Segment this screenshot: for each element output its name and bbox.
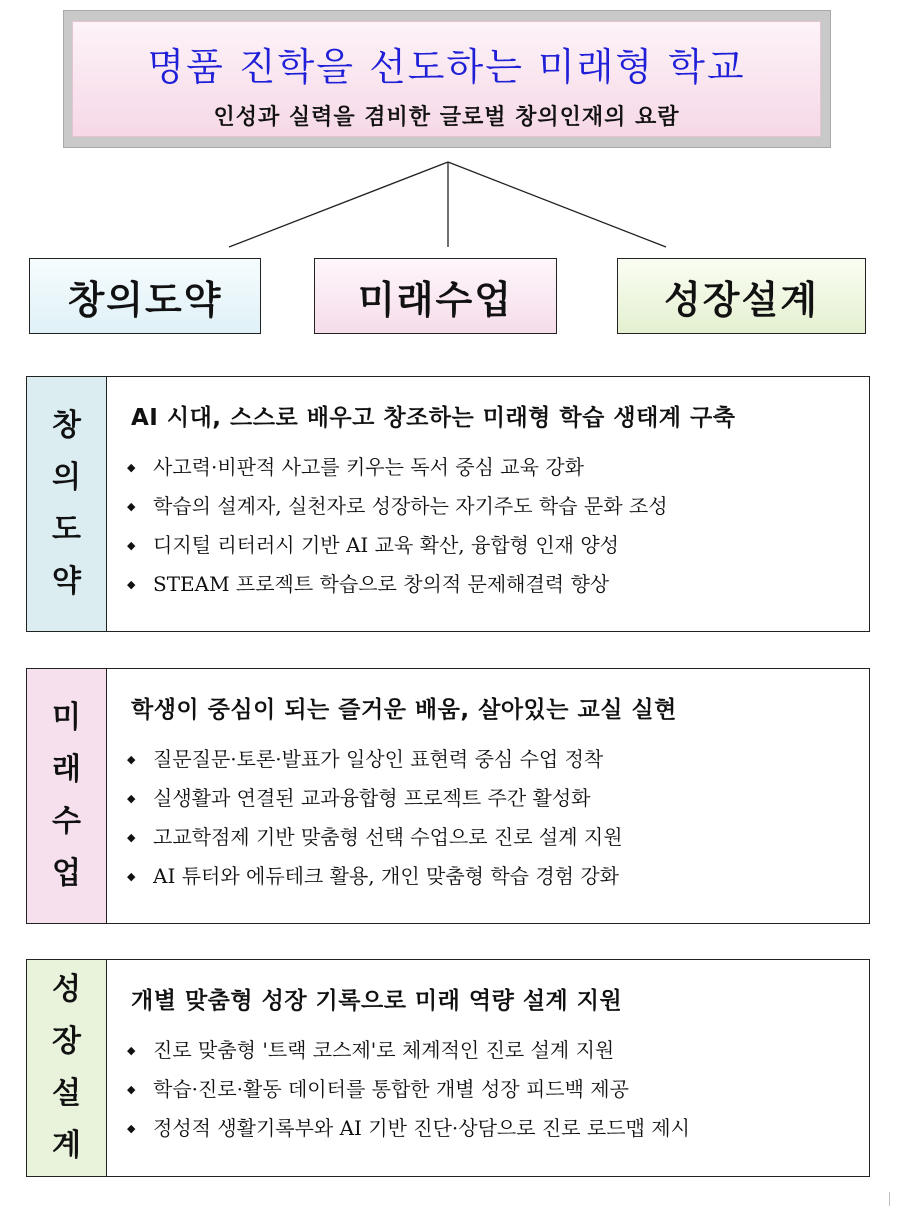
connector-right [448,162,666,247]
section-side-label [27,377,107,631]
diamond-bullet-icon: ◆ [127,578,136,591]
list-item-text: 디지털 리터러시 기반 AI 교육 확산, 융합형 인재 양성 [153,533,619,557]
diamond-bullet-icon: ◆ [127,1044,136,1057]
list-item-text: 정성적 생활기록부와 AI 기반 진단·상담으로 진로 로드맵 제시 [153,1116,690,1140]
page-title: 명품 진학을 선도하는 미래형 학교 [147,45,746,89]
list-item [127,818,861,857]
section-future-class [26,668,870,924]
side-char: 장 [52,1024,81,1059]
side-char: 수 [52,804,81,839]
diamond-bullet-icon: ◆ [127,500,136,513]
side-char: 성 [52,972,81,1007]
side-char: 미 [52,700,81,735]
list-item-text: 질문질문·토론·발표가 일상인 표현력 중심 수업 정착 [153,747,604,771]
section-content [127,691,861,896]
list-item [127,740,861,779]
section-heading: AI 시대, 스스로 배우고 창조하는 미래형 학습 생태계 구축 [131,405,736,431]
side-char: 창 [52,408,81,443]
list-item [127,857,861,896]
section-creative-leap [26,376,870,632]
list-item [127,565,861,604]
bullet-list [127,448,861,604]
connector-left [229,162,448,247]
page-subtitle: 인성과 실력을 겸비한 글로벌 창의인재의 요람 [213,105,680,130]
list-item [127,1070,861,1109]
tree-connector [0,0,897,260]
diamond-bullet-icon: ◆ [127,539,136,552]
side-char: 래 [52,752,81,787]
list-item-text: 학습의 설계자, 실천자로 성장하는 자기주도 학습 문화 조성 [153,494,668,518]
list-item [127,448,861,487]
section-content [127,399,861,604]
list-item-text: 실생활과 연결된 교과융합형 프로젝트 주간 활성화 [153,786,591,810]
bullet-list [127,1031,861,1148]
diamond-bullet-icon: ◆ [127,831,136,844]
list-item [127,1031,861,1070]
list-item [127,526,861,565]
section-heading: 개별 맞춤형 성장 기록으로 미래 역량 설계 지원 [131,988,623,1014]
bullet-list [127,740,861,896]
pillar-future-class: 미래수업 [314,258,557,334]
section-side-label [27,960,107,1176]
side-char: 도 [52,512,81,547]
side-char: 업 [52,856,81,891]
section-side-label [27,669,107,923]
diamond-bullet-icon: ◆ [127,792,136,805]
pillar-growth-design: 성장설계 [617,258,866,334]
list-item-text: 사고력·비판적 사고를 키우는 독서 중심 교육 강화 [153,455,584,479]
list-item-text: AI 튜터와 에듀테크 활용, 개인 맞춤형 학습 경험 강화 [153,864,619,888]
list-item-text: 고교학점제 기반 맞춤형 선택 수업으로 진로 설계 지원 [153,825,623,849]
section-content [127,982,861,1148]
diamond-bullet-icon: ◆ [127,1122,136,1135]
diamond-bullet-icon: ◆ [127,870,136,883]
list-item-text: STEAM 프로젝트 학습으로 창의적 문제해결력 향상 [153,572,610,596]
page-edge-mark [889,1192,890,1206]
diamond-bullet-icon: ◆ [127,1083,136,1096]
list-item [127,487,861,526]
section-heading: 학생이 중심이 되는 즐거운 배움, 살아있는 교실 실현 [131,697,677,723]
side-char: 계 [52,1128,81,1163]
list-item-text: 진로 맞춤형 '트랙 코스제'로 체계적인 진로 설계 지원 [153,1038,615,1062]
list-item [127,1109,861,1148]
side-char: 의 [52,460,81,495]
diamond-bullet-icon: ◆ [127,461,136,474]
side-char: 설 [52,1076,81,1111]
section-growth-design [26,959,870,1177]
list-item-text: 학습·진로·활동 데이터를 통합한 개별 성장 피드백 제공 [153,1077,629,1101]
pillar-creative-leap: 창의도약 [29,258,261,334]
side-char: 약 [52,564,81,599]
diamond-bullet-icon: ◆ [127,753,136,766]
list-item [127,779,861,818]
